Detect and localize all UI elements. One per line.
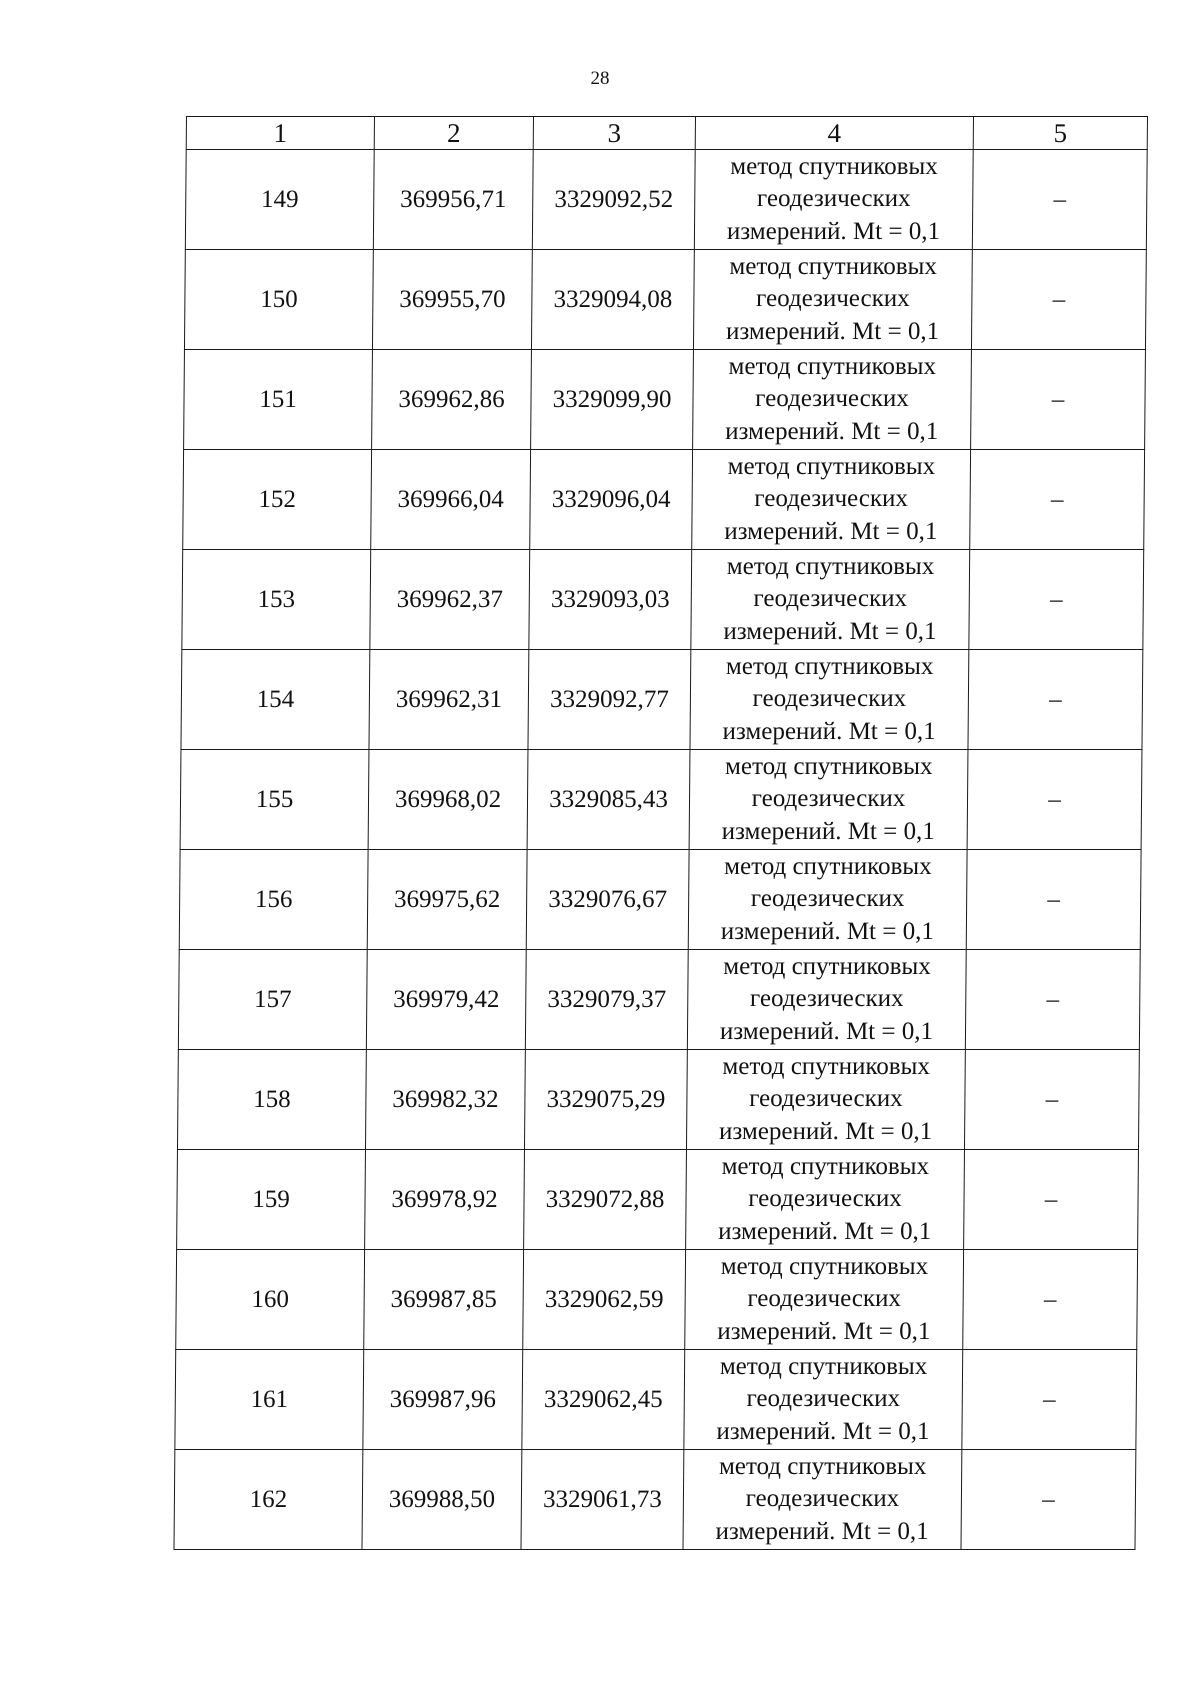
page-number: 28 — [590, 68, 610, 89]
method-line: геодезических — [755, 385, 909, 413]
method-cell — [683, 1450, 962, 1550]
method-line: измерений. Mt = 0,1 — [725, 417, 939, 445]
column-header-5: 5 — [973, 117, 1147, 150]
method-line: измерений. Mt = 0,1 — [719, 1017, 934, 1045]
method-cell — [686, 1150, 965, 1250]
method-line: измерений. Mt = 0,1 — [722, 717, 936, 745]
method-line: геодезических — [751, 785, 906, 813]
point-number-cell: 151 — [184, 350, 373, 450]
x-coordinate-cell: 369988,50 — [362, 1450, 522, 1550]
table-row — [176, 1250, 1138, 1350]
method-line: измерений. Mt = 0,1 — [724, 517, 938, 545]
header-row — [186, 117, 1147, 150]
table-row — [174, 1450, 1136, 1550]
table-row — [175, 1350, 1137, 1450]
method-cell — [694, 150, 973, 250]
note-cell: – — [965, 950, 1140, 1050]
method-line: измерений. Mt = 0,1 — [717, 1317, 931, 1345]
note-cell: – — [969, 550, 1144, 650]
method-line: метод спутниковых — [730, 152, 938, 180]
y-coordinate-cell: 3329094,08 — [531, 250, 694, 350]
y-coordinate-cell: 3329061,73 — [521, 1450, 684, 1550]
point-number-cell: 153 — [182, 550, 371, 650]
table-row — [184, 350, 1146, 450]
note-cell: – — [967, 750, 1142, 850]
y-coordinate-cell: 3329075,29 — [524, 1050, 687, 1150]
point-number-cell: 154 — [181, 650, 370, 750]
method-cell — [691, 550, 970, 650]
y-coordinate-cell: 3329062,45 — [522, 1350, 685, 1450]
x-coordinate-cell: 369987,96 — [363, 1350, 523, 1450]
note-cell: – — [971, 350, 1146, 450]
method-line: геодезических — [753, 585, 908, 613]
method-line: метод спутниковых — [726, 552, 935, 580]
method-line: метод спутниковых — [728, 352, 937, 380]
point-number-cell: 158 — [177, 1050, 366, 1150]
point-number-cell: 152 — [183, 450, 372, 550]
x-coordinate-cell: 369955,70 — [372, 250, 532, 350]
point-number-cell: 150 — [184, 250, 373, 350]
y-coordinate-cell: 3329096,04 — [530, 450, 693, 550]
table-body — [174, 150, 1147, 1550]
method-cell — [685, 1250, 964, 1350]
x-coordinate-cell: 369956,71 — [373, 150, 533, 250]
x-coordinate-cell: 369982,32 — [365, 1050, 525, 1150]
point-number-cell: 161 — [175, 1350, 364, 1450]
y-coordinate-cell: 3329093,03 — [529, 550, 692, 650]
coordinates-table — [173, 116, 1148, 1550]
column-header-2: 2 — [374, 117, 533, 150]
method-line: измерений. Mt = 0,1 — [720, 917, 935, 945]
method-line: метод спутниковых — [718, 1452, 927, 1480]
column-header-3: 3 — [533, 117, 695, 150]
x-coordinate-cell: 369987,85 — [364, 1250, 524, 1350]
method-cell — [686, 1050, 965, 1150]
y-coordinate-cell: 3329076,67 — [526, 850, 689, 950]
method-line: геодезических — [745, 1485, 900, 1513]
y-coordinate-cell: 3329092,52 — [532, 150, 695, 250]
method-cell — [687, 950, 966, 1050]
x-coordinate-cell: 369978,92 — [365, 1150, 525, 1250]
table-row — [182, 550, 1144, 650]
note-cell: – — [961, 1450, 1136, 1550]
method-cell — [688, 850, 967, 950]
table-row — [181, 650, 1143, 750]
method-line: геодезических — [749, 1085, 903, 1113]
method-line: метод спутниковых — [729, 252, 938, 280]
method-line: метод спутниковых — [723, 952, 931, 980]
table-row — [179, 850, 1141, 950]
table-row — [180, 750, 1142, 850]
note-cell: – — [963, 1250, 1138, 1350]
method-line: измерений. Mt = 0,1 — [725, 317, 940, 345]
method-line: измерений. Mt = 0,1 — [715, 1517, 929, 1545]
note-cell: – — [968, 650, 1143, 750]
method-line: геодезических — [746, 1385, 901, 1413]
method-cell — [693, 350, 972, 450]
table-row — [178, 950, 1140, 1050]
table-row — [177, 1050, 1139, 1150]
y-coordinate-cell: 3329099,90 — [531, 350, 694, 450]
y-coordinate-cell: 3329092,77 — [528, 650, 691, 750]
x-coordinate-cell: 369968,02 — [368, 750, 528, 850]
y-coordinate-cell: 3329085,43 — [527, 750, 690, 850]
method-line: геодезических — [752, 685, 907, 713]
x-coordinate-cell: 369962,37 — [370, 550, 530, 650]
point-number-cell: 160 — [176, 1250, 365, 1350]
method-line: метод спутниковых — [719, 1352, 928, 1380]
point-number-cell: 159 — [177, 1150, 366, 1250]
method-cell — [684, 1350, 963, 1450]
method-line: метод спутниковых — [725, 652, 934, 680]
method-line: геодезических — [756, 185, 911, 213]
method-line: метод спутниковых — [724, 852, 932, 880]
x-coordinate-cell: 369979,42 — [366, 950, 526, 1050]
method-line: метод спутниковых — [727, 452, 936, 480]
note-cell: – — [972, 150, 1147, 250]
table-row — [184, 250, 1146, 350]
note-cell: – — [970, 450, 1145, 550]
note-cell: – — [964, 1150, 1139, 1250]
note-cell: – — [964, 1050, 1139, 1150]
method-line: геодезических — [755, 285, 910, 313]
x-coordinate-cell: 369975,62 — [367, 850, 527, 950]
point-number-cell: 149 — [185, 150, 374, 250]
table-row — [185, 150, 1147, 250]
point-number-cell: 155 — [180, 750, 369, 850]
note-cell: – — [962, 1350, 1137, 1450]
method-line: измерений. Mt = 0,1 — [723, 617, 937, 645]
method-line: метод спутниковых — [720, 1252, 929, 1280]
method-line: геодезических — [750, 885, 905, 913]
y-coordinate-cell: 3329072,88 — [524, 1150, 687, 1250]
y-coordinate-cell: 3329079,37 — [525, 950, 688, 1050]
point-number-cell: 157 — [178, 950, 367, 1050]
x-coordinate-cell: 369962,31 — [369, 650, 529, 750]
method-cell — [689, 750, 968, 850]
point-number-cell: 162 — [174, 1450, 363, 1550]
method-line: измерений. Mt = 0,1 — [716, 1417, 930, 1445]
method-line: геодезических — [748, 1185, 902, 1213]
point-number-cell: 156 — [179, 850, 368, 950]
y-coordinate-cell: 3329062,59 — [523, 1250, 686, 1350]
method-cell — [690, 650, 969, 750]
method-line: геодезических — [754, 485, 909, 513]
column-header-1: 1 — [186, 117, 374, 150]
note-cell: – — [971, 250, 1146, 350]
table-row — [177, 1150, 1139, 1250]
method-line: измерений. Mt = 0,1 — [721, 817, 935, 845]
note-cell: – — [966, 850, 1141, 950]
x-coordinate-cell: 369966,04 — [371, 450, 531, 550]
method-cell — [693, 250, 972, 350]
x-coordinate-cell: 369962,86 — [372, 350, 532, 450]
method-line: геодезических — [747, 1285, 902, 1313]
column-header-4: 4 — [695, 117, 973, 150]
method-line: геодезических — [749, 985, 904, 1013]
method-line: метод спутниковых — [722, 1052, 931, 1080]
method-line: метод спутниковых — [721, 1152, 930, 1180]
method-line: измерений. Mt = 0,1 — [726, 217, 941, 245]
method-line: измерений. Mt = 0,1 — [718, 1217, 932, 1245]
method-line: измерений. Mt = 0,1 — [718, 1117, 933, 1145]
table-row — [183, 450, 1145, 550]
method-line: метод спутниковых — [725, 752, 933, 780]
method-cell — [692, 450, 971, 550]
